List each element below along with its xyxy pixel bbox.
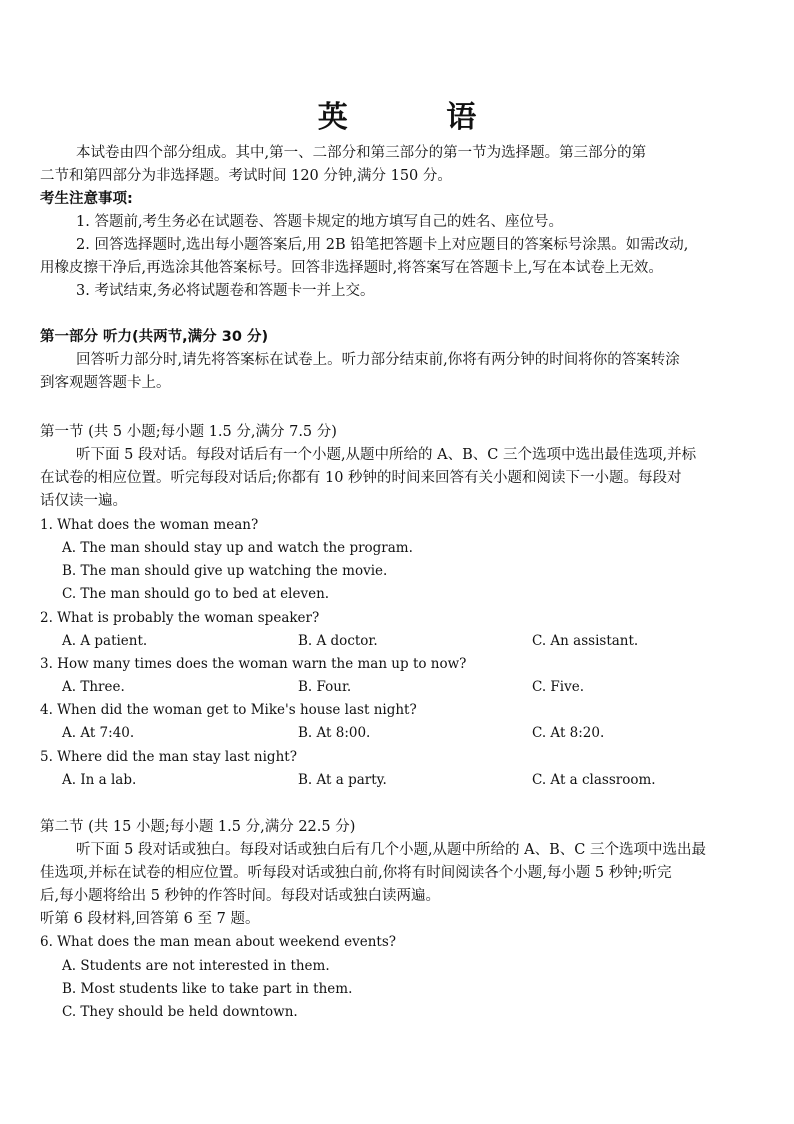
section2-desc-line-1: 听下面 5 段对话或独白。每段对话或独白后有几个小题,从题中所给的 A、B、C 三个选项中选出最 (76, 842, 706, 858)
notice-item-1: 1. 答题前,考生务必在试题卷、答题卡规定的地方填写自己的姓名、座位号。 (76, 214, 564, 230)
question-6-stem: 6. What does the man mean about weekend events? (40, 934, 396, 950)
question-2-option-c: C. An assistant. (532, 633, 639, 649)
section1-desc-line-1: 听下面 5 段对话。每段对话后有一个小题,从题中所给的 A、B、C 三个选项中选出最佳选项,并标 (76, 447, 697, 463)
notice-item-2-line-2: 用橡皮擦干净后,再选涂其他答案标号。回答非选择题时,将答案写在答题卡上,写在本试卷上无效。 (40, 260, 663, 276)
part1-desc-line-2: 到客观题答题卡上。 (40, 375, 171, 391)
question-5-stem: 5. Where did the man stay last night? (40, 749, 297, 765)
section2-desc-line-3: 后,每小题将给出 5 秒钟的作答时间。每段对话或独白读两遍。 (40, 888, 441, 904)
question-1-option-a: A. The man should stay up and watch the program. (62, 540, 413, 556)
question-3-option-c: C. Five. (532, 679, 585, 695)
section1-heading: 第一节 (共 5 小题;每小题 1.5 分,满分 7.5 分) (40, 424, 337, 440)
notice-item-3: 3. 考试结束,务必将试题卷和答题卡一并上交。 (76, 283, 375, 299)
question-1-option-b: B. The man should give up watching the movie. (62, 563, 388, 579)
question-4-stem: 4. When did the woman get to Mike's house last night? (40, 702, 417, 718)
notice-item-2-line-1: 2. 回答选择题时,选出每小题答案后,用 2B 铅笔把答题卡上对应题目的答案标号涂黑。如需改动, (76, 237, 689, 253)
question-3-option-a: A. Three. (62, 679, 125, 695)
part1-desc-line-1: 回答听力部分时,请先将答案标在试卷上。听力部分结束前,你将有两分钟的时间将你的答案转涂 (76, 352, 680, 368)
section1-desc-line-3: 话仅读一遍。 (40, 493, 127, 509)
section2-desc-line-2: 佳选项,并标在试卷的相应位置。听每段对话或独白前,你将有时间阅读各个小题,每小题 5 秒钟;听完 (40, 865, 672, 881)
question-1-option-c: C. The man should go to bed at eleven. (62, 586, 330, 602)
intro-line-1: 本试卷由四个部分组成。其中,第一、二部分和第三部分的第一节为选择题。第三部分的第 (76, 145, 647, 161)
page-title: 英 语 (317, 100, 521, 135)
question-4-option-c: C. At 8:20. (532, 725, 605, 741)
part1-heading: 第一部分 听力(共两节,满分 30 分) (40, 329, 269, 345)
notice-heading: 考生注意事项: (40, 191, 133, 207)
question-3-stem: 3. How many times does the woman warn the man up to now? (40, 656, 467, 672)
intro-line-2: 二节和第四部分为非选择题。考试时间 120 分钟,满分 150 分。 (40, 168, 452, 184)
question-6-option-c: C. They should be held downtown. (62, 1004, 298, 1020)
section2-heading: 第二节 (共 15 小题;每小题 1.5 分,满分 22.5 分) (40, 819, 356, 835)
question-5-option-b: B. At a party. (298, 772, 387, 788)
section2-material-label: 听第 6 段材料,回答第 6 至 7 题。 (40, 911, 260, 927)
question-2-option-a: A. A patient. (62, 633, 148, 649)
question-3-option-b: B. Four. (298, 679, 352, 695)
question-4-option-a: A. At 7:40. (62, 725, 135, 741)
question-2-option-b: B. A doctor. (298, 633, 378, 649)
question-2-stem: 2. What is probably the woman speaker? (40, 610, 320, 626)
question-6-option-b: B. Most students like to take part in them. (62, 981, 353, 997)
question-5-option-a: A. In a lab. (62, 772, 137, 788)
question-1-stem: 1. What does the woman mean? (40, 517, 259, 533)
question-4-option-b: B. At 8:00. (298, 725, 371, 741)
section1-desc-line-2: 在试卷的相应位置。听完每段对话后;你都有 10 秒钟的时间来回答有关小题和阅读下一小题。每段对 (40, 470, 682, 486)
question-6-option-a: A. Students are not interested in them. (62, 958, 330, 974)
question-5-option-c: C. At a classroom. (532, 772, 656, 788)
